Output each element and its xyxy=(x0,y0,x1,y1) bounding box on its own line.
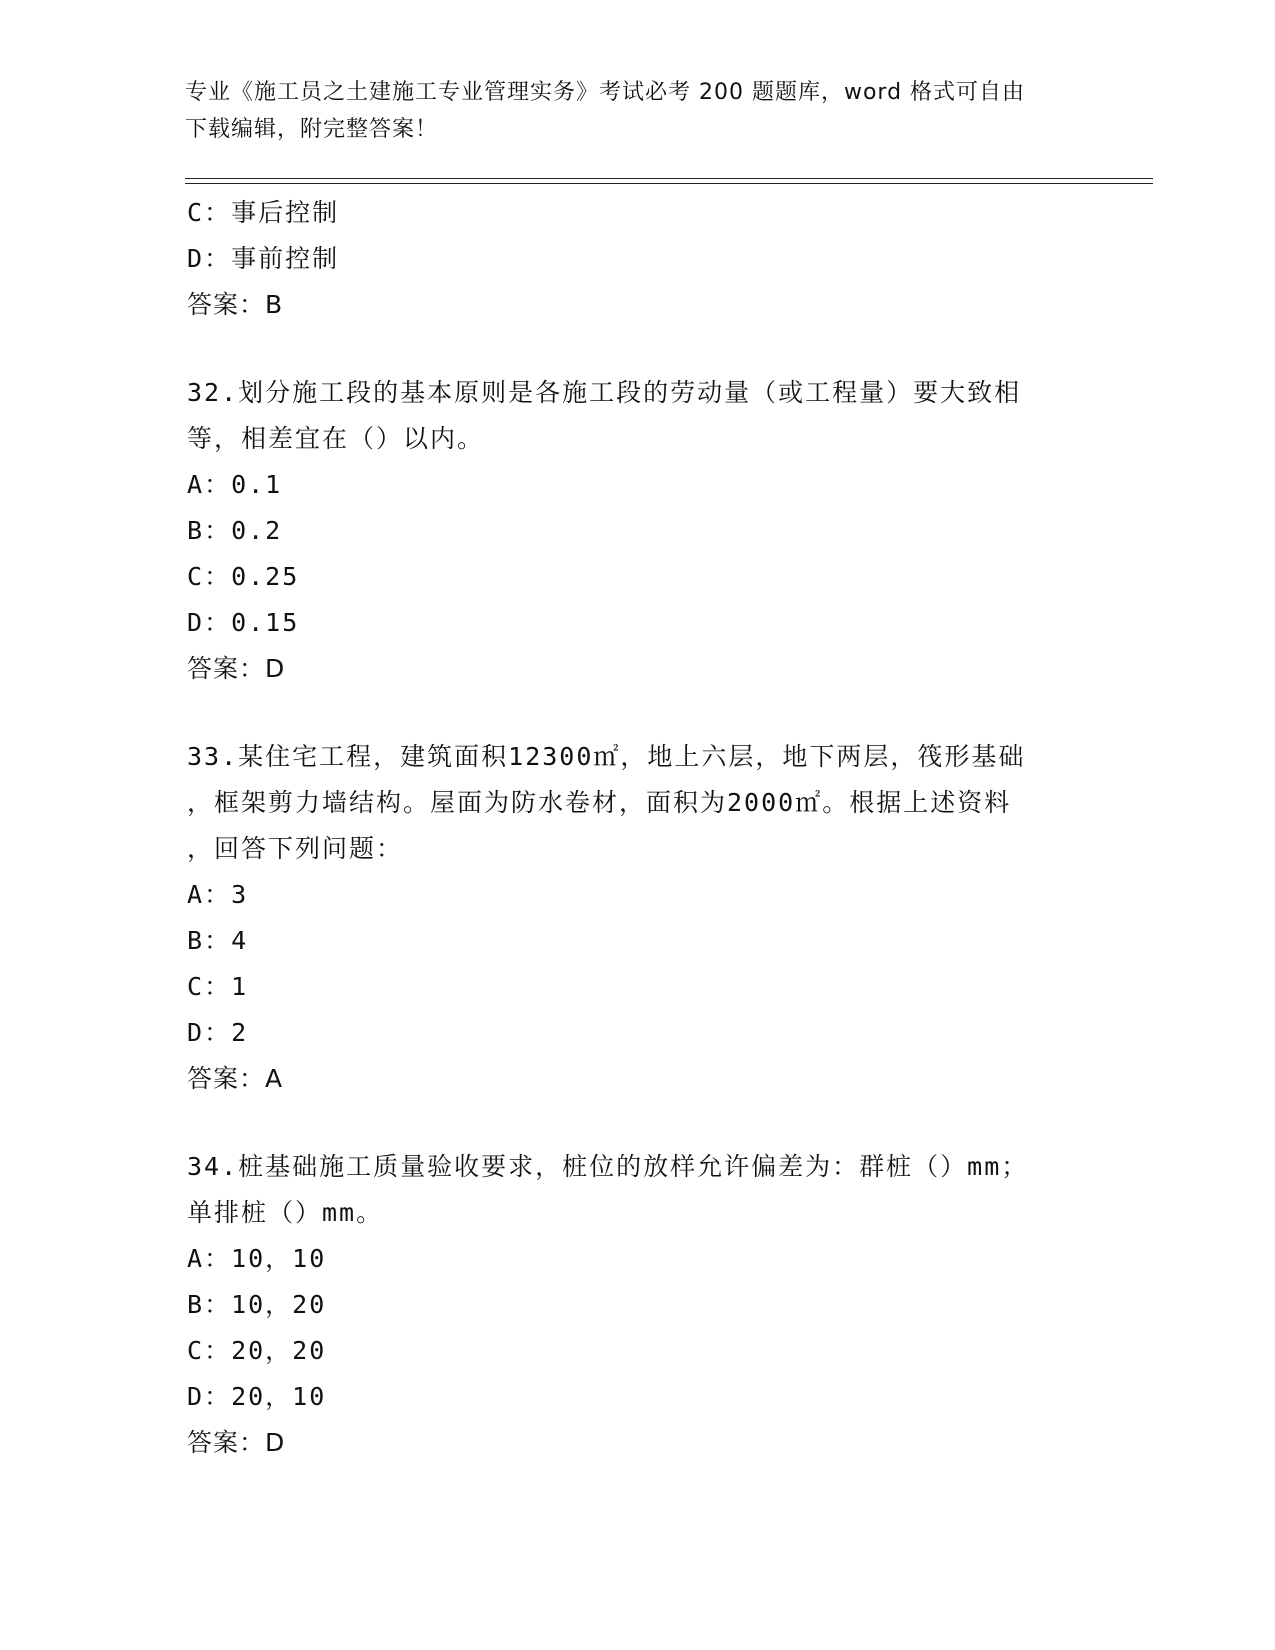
answer-label: 答案： xyxy=(187,1064,266,1093)
option-line: C：1 xyxy=(187,972,249,1001)
stem-line: ，回答下列问题： xyxy=(187,834,404,863)
option-text: 事前控制 xyxy=(231,244,340,273)
option-text: 4 xyxy=(231,926,249,955)
answer-value: B xyxy=(265,290,284,319)
option-label: D xyxy=(187,1382,205,1411)
option-line: C：0.25 xyxy=(187,562,300,591)
question-block-34 xyxy=(187,1144,1087,1466)
answer-label: 答案： xyxy=(187,654,266,683)
option-line: C：事后控制 xyxy=(187,198,340,227)
option-line: B：10，20 xyxy=(187,1290,327,1319)
option-line: A：0.1 xyxy=(187,470,283,499)
option-label: B xyxy=(187,516,205,545)
option-line: A：10，10 xyxy=(187,1244,327,1273)
header-divider-bottom xyxy=(185,183,1153,184)
option-line: D：20，10 xyxy=(187,1382,327,1411)
answer-label: 答案： xyxy=(187,290,266,319)
stem-line: 32.划分施工段的基本原则是各施工段的劳动量（或工程量）要大致相 xyxy=(187,378,1022,407)
option-label: C xyxy=(187,1336,205,1365)
question-block-33 xyxy=(187,734,1087,1102)
question-stem xyxy=(187,370,1087,462)
answer-line xyxy=(187,282,1087,328)
spacer xyxy=(187,1102,1087,1144)
question-stem xyxy=(187,734,1087,872)
option-text: 0.15 xyxy=(231,608,300,637)
answer-value: A xyxy=(265,1064,284,1093)
option-line: B：0.2 xyxy=(187,516,283,545)
option-text: 10，20 xyxy=(231,1290,327,1319)
option-label: C xyxy=(187,562,205,591)
option-line: D：0.15 xyxy=(187,608,300,637)
option-text: 1 xyxy=(231,972,249,1001)
option-label: A xyxy=(187,470,205,499)
option-label: A xyxy=(187,880,205,909)
option-text: 20，20 xyxy=(231,1336,327,1365)
option-line: A：3 xyxy=(187,880,249,909)
answer-line xyxy=(187,646,1087,692)
answer-line xyxy=(187,1420,1087,1466)
option-text: 0.2 xyxy=(231,516,283,545)
option-text: 3 xyxy=(231,880,249,909)
stem-line: ，框架剪力墙结构。屋面为防水卷材，面积为2000㎡。根据上述资料 xyxy=(187,788,1012,817)
option-label: D xyxy=(187,1018,205,1047)
question-block-31-continued xyxy=(187,190,1087,328)
stem-line: 单排桩（）mm。 xyxy=(187,1198,384,1227)
document-body xyxy=(187,190,1087,1466)
header-line-1: 专业《施工员之土建施工专业管理实务》考试必考 200 题题库，word 格式可自由 xyxy=(185,80,1026,105)
spacer xyxy=(187,328,1087,370)
option-line: D：2 xyxy=(187,1018,249,1047)
option-text: 2 xyxy=(231,1018,249,1047)
answer-label: 答案： xyxy=(187,1428,266,1457)
option-line: C：20，20 xyxy=(187,1336,327,1365)
option-line: D：事前控制 xyxy=(187,244,340,273)
answer-value: D xyxy=(265,1428,286,1457)
stem-line: 34.桩基础施工质量验收要求，桩位的放样允许偏差为：群桩（）mm； xyxy=(187,1152,1029,1181)
stem-line: 33.某住宅工程，建筑面积12300㎡，地上六层，地下两层，筏形基础 xyxy=(187,742,1026,771)
option-text: 10，10 xyxy=(231,1244,327,1273)
question-stem xyxy=(187,1144,1087,1236)
stem-line: 等，相差宜在（）以内。 xyxy=(187,424,485,453)
option-label: C xyxy=(187,198,205,227)
header-divider-top xyxy=(185,178,1153,179)
option-line: B：4 xyxy=(187,926,249,955)
option-label: A xyxy=(187,1244,205,1273)
header-line-2: 下载编辑，附完整答案！ xyxy=(185,117,439,142)
option-label: D xyxy=(187,244,205,273)
option-label: B xyxy=(187,926,205,955)
option-text: 0.1 xyxy=(231,470,283,499)
document-header xyxy=(185,74,1085,148)
answer-value: D xyxy=(265,654,286,683)
spacer xyxy=(187,692,1087,734)
option-text: 0.25 xyxy=(231,562,300,591)
option-label: C xyxy=(187,972,205,1001)
option-text: 20，10 xyxy=(231,1382,327,1411)
answer-line xyxy=(187,1056,1087,1102)
question-block-32 xyxy=(187,370,1087,692)
option-label: B xyxy=(187,1290,205,1319)
option-text: 事后控制 xyxy=(231,198,340,227)
option-label: D xyxy=(187,608,205,637)
